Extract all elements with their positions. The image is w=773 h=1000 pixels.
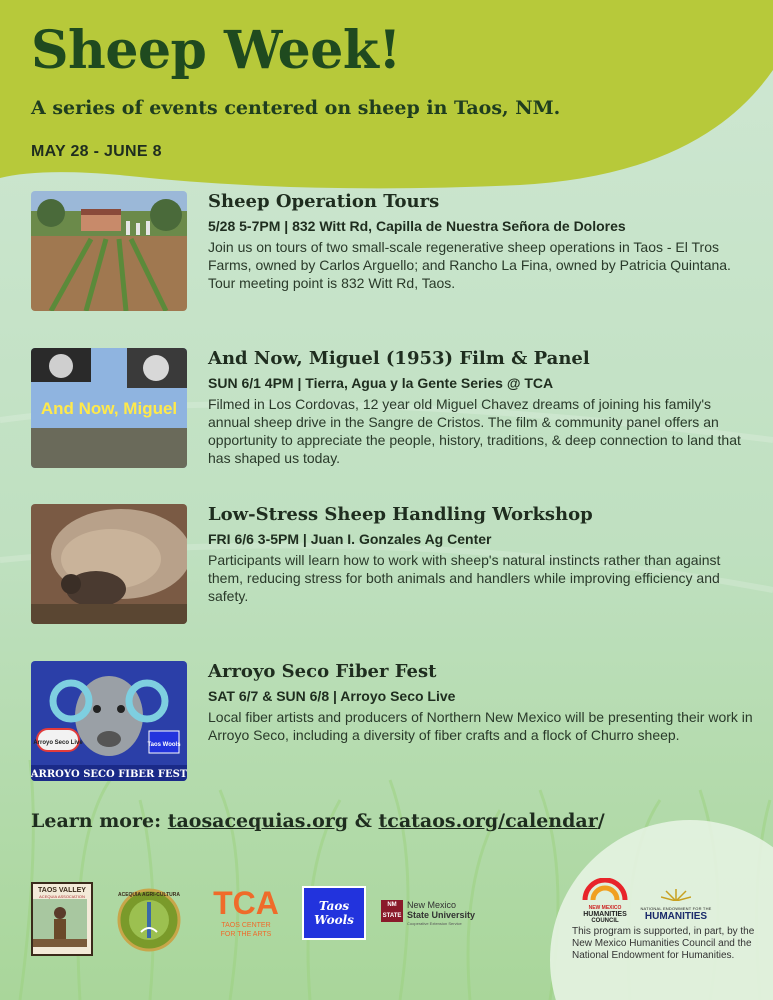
event-title: Low-Stress Sheep Handling Workshop <box>208 504 593 525</box>
acequia-agricultura-logo <box>117 888 181 957</box>
learn-more-line <box>31 810 605 832</box>
sheep-photo <box>31 504 187 624</box>
learn-more-joiner: & <box>354 810 372 832</box>
tca-logo: TCA TAOS CENTER FOR THE ARTS <box>213 885 279 938</box>
event-description: Filmed in Los Cordovas, 12 year old Miguel Chavez dreams of joining his family's annual sheep drive in the Sangre de Cristos. The film & community panel offers an opportunity to appreciate the people, history, traditions, & deep connection to land that has shaped us today. <box>208 396 741 466</box>
farm-field-photo <box>31 191 187 311</box>
event-meta: 5/28 5-7PM | 832 Witt Rd, Capilla de Nuestra Señora de Dolores <box>208 218 626 234</box>
arroyo-seco-live-badge: Arroyo Seco Live <box>33 740 83 746</box>
support-text: This program is supported, in part, by the New Mexico Humanities Council and the National Endowment for Humanities. <box>572 926 755 961</box>
nm-humanities-council-logo: NEW MEXICO HUMANITIES COUNCIL <box>578 878 632 924</box>
neh-logo: NATIONAL ENDOWMENT FOR THE HUMANITIES <box>636 888 716 922</box>
tcataos-calendar-link[interactable]: tcataos.org/calendar <box>378 810 598 832</box>
event-title: Sheep Operation Tours <box>208 191 440 212</box>
taos-wools-badge: Taos Wools <box>147 742 181 748</box>
event-meta: SUN 6/1 4PM | Tierra, Agua y la Gente Series @ TCA <box>208 375 554 391</box>
event-card-film-panel <box>31 348 751 478</box>
taos-valley-acequia-logo: TAOS VALLEY ACEQUIA ASSOCIATION <box>31 882 93 956</box>
event-meta: SAT 6/7 & SUN 6/8 | Arroyo Seco Live <box>208 688 456 704</box>
event-description: Participants will learn how to work with sheep's natural instincts rather than against them, reducing stress for both animals and handlers while improving efficiency and safety. <box>208 552 721 604</box>
event-meta: FRI 6/6 3-5PM | Juan I. Gonzales Ag Center <box>208 531 492 547</box>
event-card-sheep-tours <box>31 191 751 321</box>
event-card-fiber-fest <box>31 661 751 791</box>
neh-sunburst-icon <box>661 889 691 901</box>
learn-more-label: Learn more: <box>31 810 162 832</box>
film-poster-text: And Now, Miguel <box>40 399 178 418</box>
farmer-icon <box>33 899 87 947</box>
fiber-fest-poster <box>31 661 187 781</box>
event-description: Local fiber artists and producers of Northern New Mexico will be presenting their work in Arroyo Seco, including a diversity of fiber crafts and a flock of Churro sheep. <box>208 709 753 743</box>
learn-more-trail: / <box>597 810 605 832</box>
svg-text:ACEQUIA AGRI-CULTURA: ACEQUIA AGRI-CULTURA <box>117 892 181 898</box>
page-subtitle: A series of events centered on sheep in Taos, NM. <box>31 97 561 119</box>
event-title: And Now, Miguel (1953) Film & Panel <box>208 348 590 369</box>
date-range: MAY 28 - JUNE 8 <box>31 143 162 160</box>
event-card-handling-workshop <box>31 504 751 634</box>
taosacequias-link[interactable]: taosacequias.org <box>167 810 349 832</box>
event-description: Join us on tours of two small-scale regenerative sheep operations in Taos - El Tros Farms, owned by Carlos Arguello; and Rancho La Fina, owned by Patricia Quintana. Tour meeting point is 832 Witt Rd, Taos. <box>208 239 731 291</box>
film-poster <box>31 348 187 468</box>
event-title: Arroyo Seco Fiber Fest <box>208 661 437 682</box>
taos-wools-logo: Taos Wools <box>302 886 366 940</box>
sun-arc-icon <box>581 878 629 900</box>
page-title: Sheep Week! <box>31 20 401 81</box>
fiber-fest-poster-text: ARROYO SECO FIBER FEST <box>31 769 187 780</box>
